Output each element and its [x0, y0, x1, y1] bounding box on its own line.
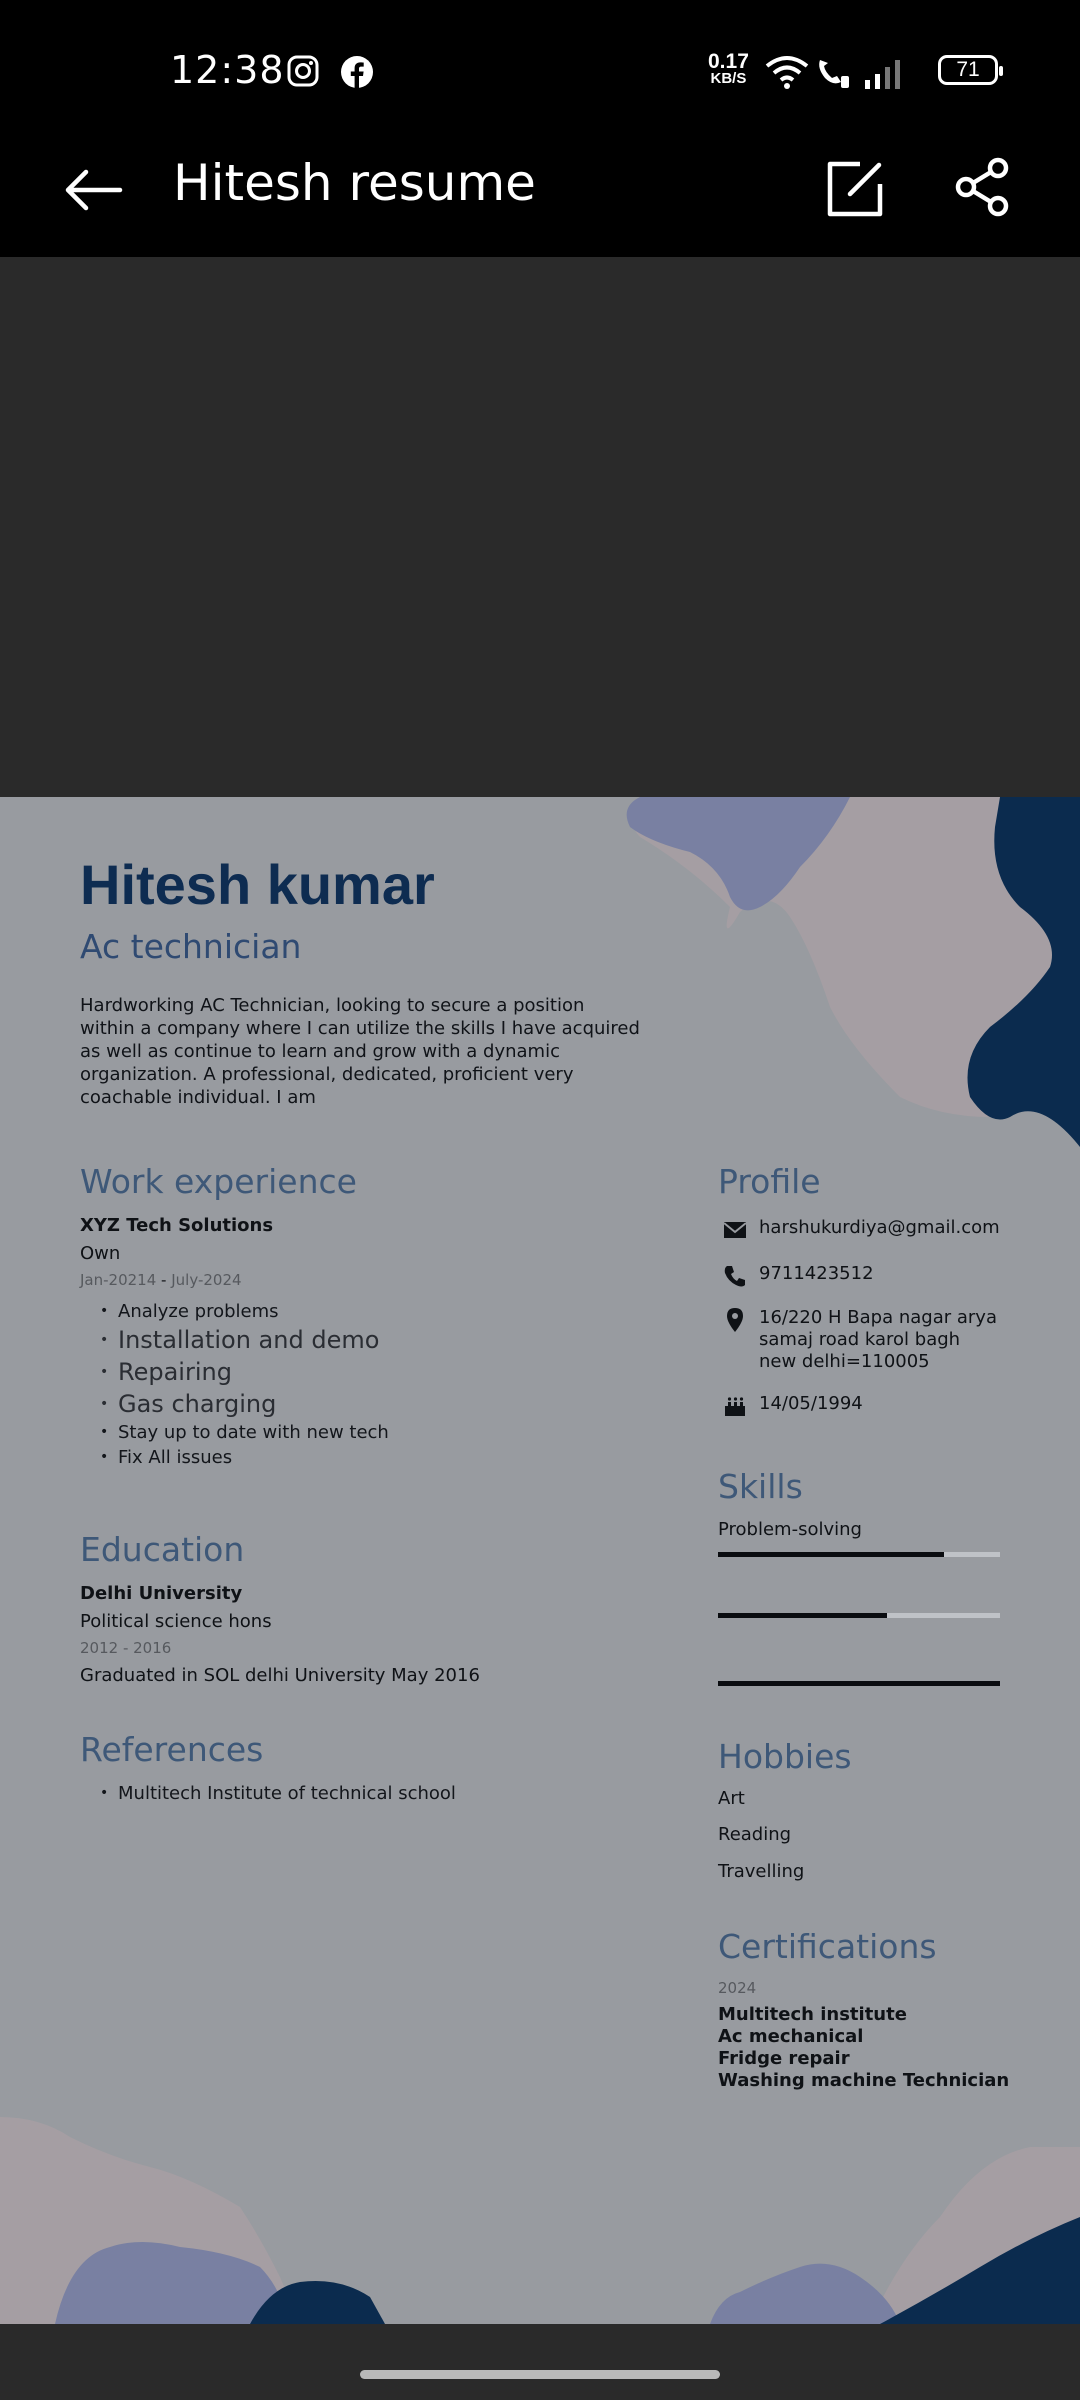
references-list [100, 1781, 456, 1806]
education-dates: 2012 - 2016 [80, 1639, 172, 1657]
email-icon [722, 1217, 748, 1243]
hobbies-heading: Hobbies [718, 1737, 852, 1776]
network-speed-value: 0.17 [708, 50, 749, 73]
certification-item: Washing machine Technician [718, 2070, 1010, 2091]
skill-bar [718, 1613, 1000, 1618]
profile-dob: 14/05/1994 [759, 1393, 863, 1414]
app-bar [0, 120, 1080, 257]
birthday-cake-icon [722, 1392, 748, 1418]
location-pin-icon [722, 1307, 748, 1333]
education-note: Graduated in SOL delhi University May 2016 [80, 1665, 480, 1686]
profile-heading: Profile [718, 1162, 821, 1201]
work-dates [80, 1271, 242, 1289]
gesture-navigation-bar[interactable] [360, 2370, 720, 2379]
wifi-calling-icon [819, 60, 849, 88]
skills-heading: Skills [718, 1467, 803, 1506]
share-icon[interactable] [952, 156, 1014, 218]
education-heading: Education [80, 1530, 245, 1569]
candidate-name: Hitesh kumar [80, 853, 435, 916]
battery-indicator: 71 [938, 55, 998, 85]
network-speed-unit: KB/S [710, 70, 747, 87]
facebook-icon [340, 55, 374, 89]
network-speed [708, 52, 749, 86]
list-item: • Gas charging [100, 1388, 389, 1420]
phone-icon [722, 1263, 748, 1289]
skill-bar-fill [718, 1552, 944, 1557]
education-degree: Political science hons [80, 1611, 272, 1632]
profile-email: harshukurdiya@gmail.com [759, 1217, 1000, 1238]
work-position: Own [80, 1243, 121, 1264]
skill-bar-fill [718, 1681, 1000, 1686]
summary-text: Hardworking AC Technician, looking to secure a position within a company where I can utilize the skills I have acquired as well as continue to learn and grow with a dynamic organization. A professional, dedicated, proficient very coachable individual. I am [80, 995, 640, 1108]
status-time: 12:38 [170, 48, 285, 92]
hobby-item: Travelling [718, 1861, 805, 1882]
back-arrow-icon[interactable] [62, 158, 126, 222]
candidate-role: Ac technician [80, 927, 302, 966]
certification-item: Ac mechanical [718, 2026, 864, 2047]
skill-bar [718, 1552, 1000, 1557]
education-school: Delhi University [80, 1583, 243, 1604]
resume-page[interactable] [0, 797, 1080, 2324]
document-title: Hitesh resume [173, 154, 536, 212]
list-item: • Multitech Institute of technical school [100, 1781, 456, 1806]
list-item: • Installation and demo [100, 1324, 389, 1356]
list-item: • Repairing [100, 1356, 389, 1388]
signal-bars-icon [865, 60, 900, 89]
profile-phone: 9711423512 [759, 1263, 874, 1284]
work-bullets [100, 1299, 389, 1470]
work-dates-start: Jan-20214 [80, 1271, 157, 1289]
certifications-year: 2024 [718, 1979, 757, 1997]
certifications-heading: Certifications [718, 1927, 937, 1966]
references-heading: References [80, 1730, 264, 1769]
skill-bar [718, 1681, 1000, 1686]
list-item: • Fix All issues [100, 1445, 389, 1470]
work-experience-heading: Work experience [80, 1162, 357, 1201]
list-item: • Stay up to date with new tech [100, 1420, 389, 1445]
hobby-item: Reading [718, 1824, 792, 1845]
wifi-icon [767, 58, 807, 89]
profile-address: 16/220 H Bapa nagar arya samaj road karol bagh new delhi=110005 [759, 1307, 997, 1372]
list-item: • Analyze problems [100, 1299, 389, 1324]
connectivity-icons [765, 52, 925, 92]
work-dates-end: July-2024 [171, 1271, 242, 1289]
instagram-icon [287, 55, 319, 87]
certification-item: Fridge repair [718, 2048, 850, 2069]
skill-bar-fill [718, 1613, 887, 1618]
work-dates-separator: - [161, 1271, 167, 1289]
skill-label: Problem-solving [718, 1519, 862, 1540]
hobby-item: Art [718, 1788, 745, 1809]
certification-item: Multitech institute [718, 2004, 907, 2025]
work-company: XYZ Tech Solutions [80, 1215, 274, 1236]
document-viewer[interactable] [0, 257, 1080, 2352]
edit-icon[interactable] [824, 158, 886, 220]
